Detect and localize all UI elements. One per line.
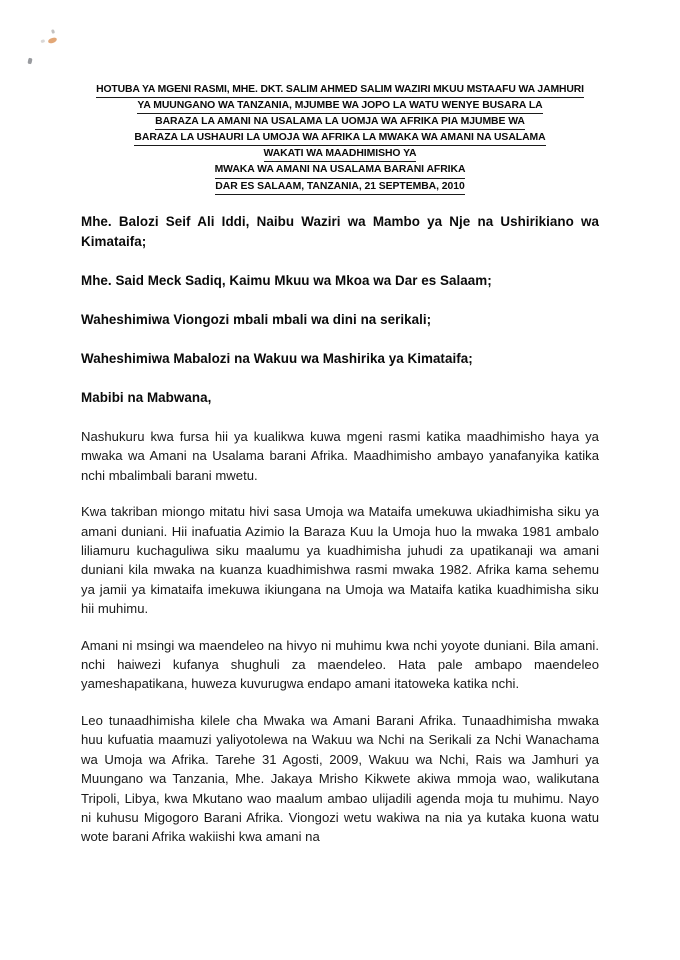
body-paragraph-4: Leo tunaadhimisha kilele cha Mwaka wa Amani Barani Afrika. Tunaadhimisha mwaka huu kufuatia maamuzi yaliyotolewa na Wakuu wa Nchi na Serikali za Nchi Wanachama wa Umoja wa Afrika. Tarehe 31 Agosti, 2009, Wakuu wa Nchi, Rais wa Jamhuri ya Muungano wa Tanzania, Mhe. Jakaya Mrisho Kikwete akiwa mmoja wao, walikutana Tripoli, Libya, kwa Mkutano wao maalum ambao ulijadili agenda moja tu muhimu. Nayo ni kuhusu Migogoro Barani Afrika. Viongozi wetu wakiwa na nia ya kutaka kuona watu wote barani Afrika wakiishi kwa amani na	[81, 712, 599, 845]
body-paragraph-3: Amani ni msingi wa maendeleo na hivyo ni muhimu kwa nchi yoyote duniani. Bila amani. nchi haiwezi kufanya shughuli za maendeleo. Hata pale ambapo maendeleo yameshapatikana, huweza kuvurugwa endapo amani itatoweka katika nchi.	[81, 637, 599, 692]
heading-line-3	[62, 114, 618, 130]
heading-line-3-text: BARAZA LA AMANI NA USALAMA LA UOMJA WA AFRIKA PIA MJUMBE WA	[155, 114, 525, 130]
salutation-line-4: Waheshimiwa Mabalozi na Wakuu wa Mashirika ya Kimataifa;	[81, 351, 473, 366]
heading-line-5-text: WAKATI WA MAADHIMISHO YA	[264, 146, 417, 162]
heading-line-4	[62, 130, 618, 146]
heading-line-6	[62, 162, 618, 178]
document-body	[81, 212, 599, 847]
heading-line-2-text: YA MUUNGANO WA TANZANIA, MJUMBE WA JOPO LA WATU WENYE BUSARA LA	[137, 98, 542, 114]
heading-line-4-text: BARAZA LA USHAURI LA UMOJA WA AFRIKA LA MWAKA WA AMANI NA USALAMA	[134, 130, 545, 146]
heading-line-7-dateline	[62, 179, 618, 195]
heading-line-1-text: HOTUBA YA MGENI RASMI, MHE. DKT. SALIM AHMED SALIM WAZIRI MKUU MSTAAFU WA JAMHURI	[96, 82, 584, 98]
document-heading	[62, 82, 618, 195]
heading-dateline-text: DAR ES SALAAM, TANZANIA, 21 SEPTEMBA, 2010	[215, 179, 464, 195]
heading-line-5	[62, 146, 618, 162]
body-paragraph-1: Nashukuru kwa fursa hii ya kualikwa kuwa mgeni rasmi katika maadhimisho haya ya mwaka wa Amani na Usalama barani Afrika. Maadhimisho ambayo yanafanyika katika nchi mbalimbali barani mwetu.	[81, 429, 599, 483]
body-paragraph-2: Kwa takriban miongo mitatu hivi sasa Umoja wa Mataifa umekuwa ukiadhimisha siku ya amani duniani. Hii inafuatia Azimio la Baraza Kuu la Umoja huo la mwaka 1981 ambalo liliamuru kuchaguliwa siku maalumu ya kuadhimisha juhudi za upatikanaji wa amani duniani kila mwaka na kuanza kuadhimishwa rasmi mwaka 1982. Afrika kama sehemu ya jamii ya kimataifa imekuwa ikiungana na Umoja wa Mataifa katika kuadhimisha siku hii muhimu.	[81, 504, 599, 617]
heading-line-6-text: MWAKA WA AMANI NA USALAMA BARANI AFRIKA	[215, 162, 466, 178]
salutation-line-2: Mhe. Said Meck Sadiq, Kaimu Mkuu wa Mkoa wa Dar es Salaam;	[81, 273, 492, 288]
heading-line-1	[62, 82, 618, 98]
scan-speck-orange-artifact	[47, 37, 57, 44]
scan-speck-gray-artifact	[27, 58, 32, 65]
salutation-line-1: Mhe. Balozi Seif Ali Iddi, Naibu Waziri wa Mambo ya Nje na Ushirikiano wa Kimataifa;	[81, 214, 599, 249]
salutation-line-3: Waheshimiwa Viongozi mbali mbali wa dini na serikali;	[81, 312, 432, 327]
salutation-line-5: Mabibi na Mabwana,	[81, 390, 212, 405]
heading-line-2	[62, 98, 618, 114]
